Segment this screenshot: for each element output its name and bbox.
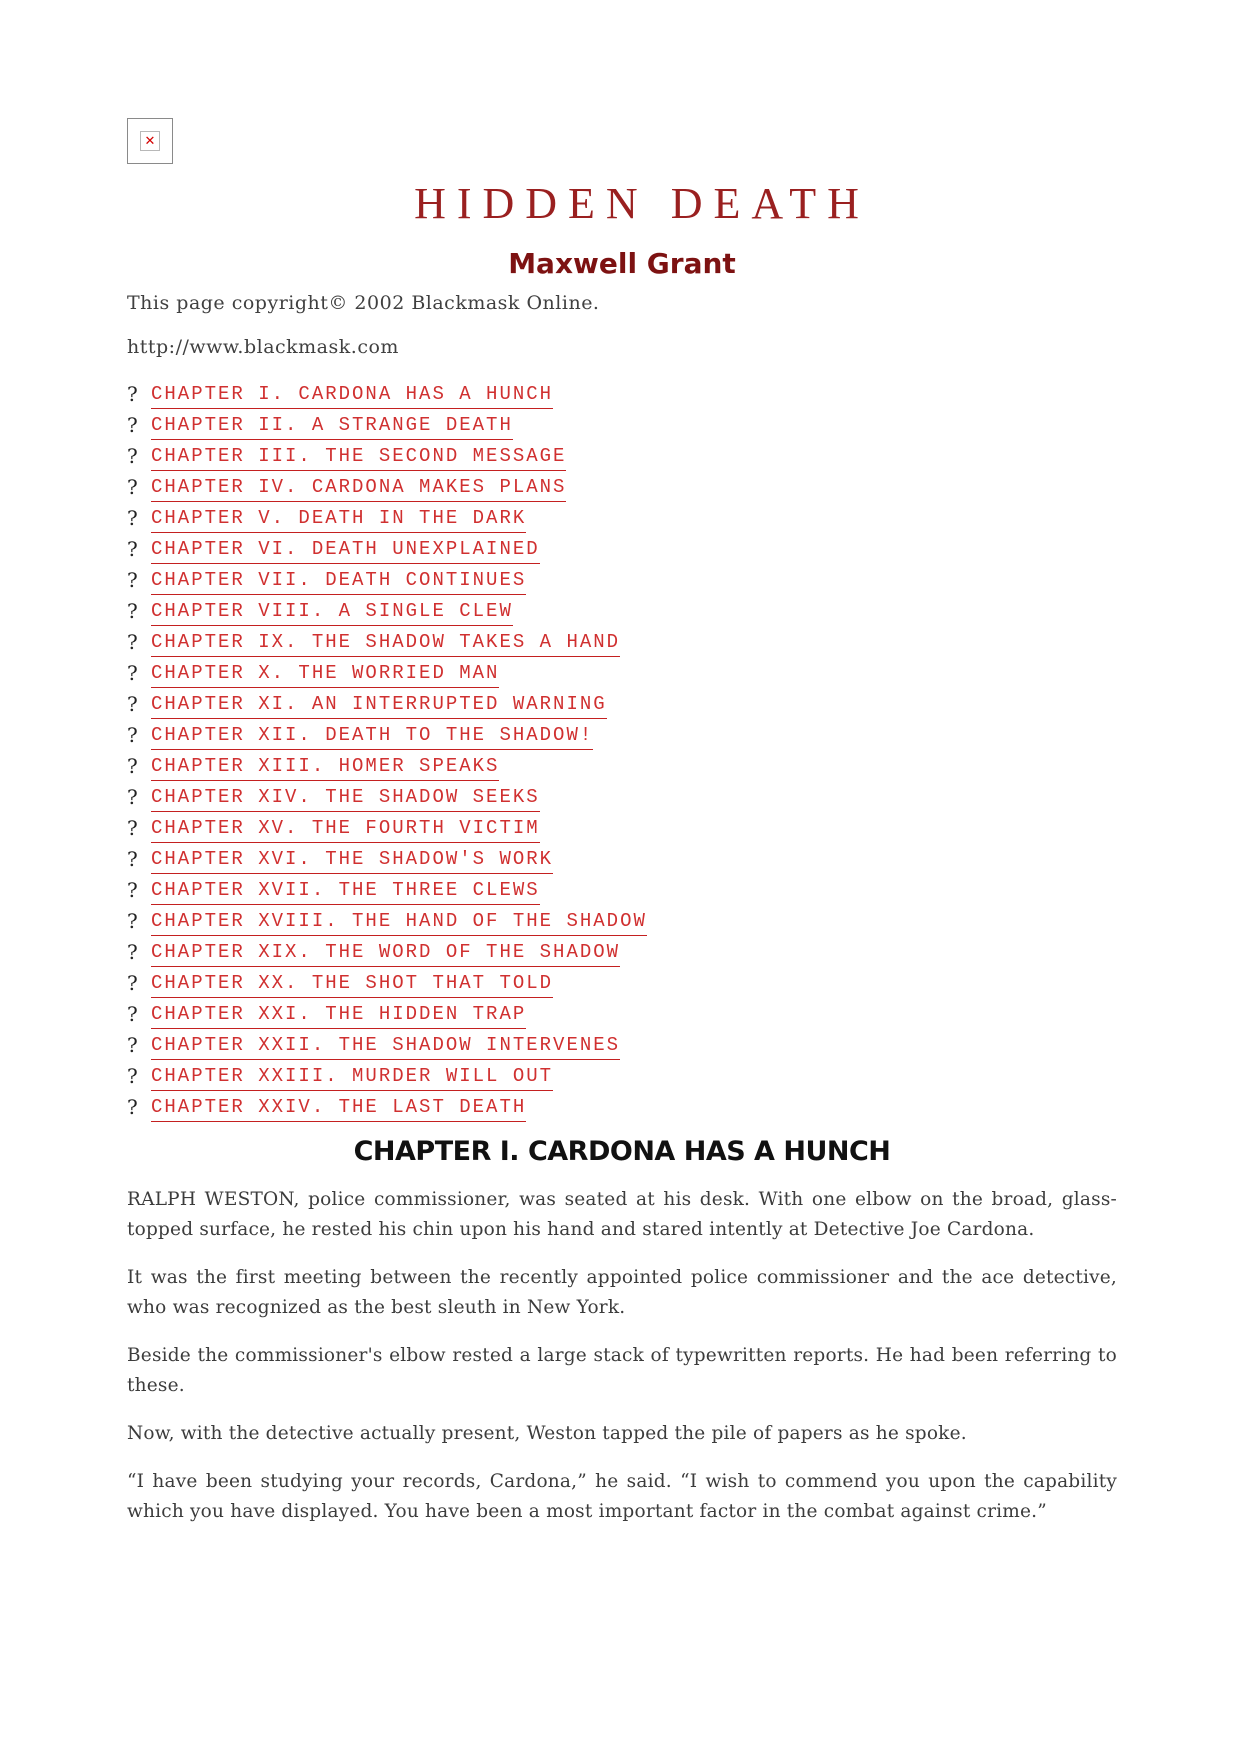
chapter-paragraph: RALPH WESTON, police commissioner, was seated at his desk. With one elbow on the broad, glass-topped surface, he rested his chin upon his hand and stared intently at Detective Joe Cardona. <box>127 1189 1117 1240</box>
toc-bullet: ? <box>127 1002 138 1026</box>
toc-item <box>127 568 1117 599</box>
toc-item <box>127 785 1117 816</box>
toc-bullet: ? <box>127 723 138 747</box>
toc-bullet: ? <box>127 537 138 561</box>
source-url: http://www.blackmask.com <box>127 336 399 358</box>
toc-chapter-link[interactable]: CHAPTER XXIII. MURDER WILL OUT <box>151 1064 553 1091</box>
toc-chapter-link[interactable]: CHAPTER XI. AN INTERRUPTED WARNING <box>151 692 607 719</box>
toc-bullet: ? <box>127 413 138 437</box>
toc-item <box>127 537 1117 568</box>
toc-item <box>127 878 1117 909</box>
toc-chapter-link[interactable]: CHAPTER X. THE WORRIED MAN <box>151 661 499 688</box>
toc-bullet: ? <box>127 847 138 871</box>
toc-item <box>127 754 1117 785</box>
toc-chapter-link[interactable]: CHAPTER II. A STRANGE DEATH <box>151 413 513 440</box>
toc-chapter-link[interactable]: CHAPTER XVI. THE SHADOW'S WORK <box>151 847 553 874</box>
toc-chapter-link[interactable]: CHAPTER XXI. THE HIDDEN TRAP <box>151 1002 526 1029</box>
copyright-notice: This page copyright© 2002 Blackmask Online. <box>127 292 600 314</box>
toc-bullet: ? <box>127 940 138 964</box>
toc-chapter-link[interactable]: CHAPTER VI. DEATH UNEXPLAINED <box>151 537 540 564</box>
book-author: Maxwell Grant <box>508 247 736 280</box>
toc-item <box>127 444 1117 475</box>
toc-item <box>127 1095 1117 1126</box>
toc-chapter-link[interactable]: CHAPTER IV. CARDONA MAKES PLANS <box>151 475 566 502</box>
book-title: HIDDEN DEATH <box>414 179 870 228</box>
toc-bullet: ? <box>127 1064 138 1088</box>
toc-bullet: ? <box>127 1033 138 1057</box>
toc-bullet: ? <box>127 475 138 499</box>
toc-chapter-link[interactable]: CHAPTER VII. DEATH CONTINUES <box>151 568 526 595</box>
toc-item <box>127 1064 1117 1095</box>
toc-bullet: ? <box>127 661 138 685</box>
chapter-body <box>127 1185 1117 1527</box>
toc-chapter-link[interactable]: CHAPTER XX. THE SHOT THAT TOLD <box>151 971 553 998</box>
chapter-paragraph: Now, with the detective actually present, Weston tapped the pile of papers as he spoke. <box>127 1423 967 1444</box>
toc-bullet: ? <box>127 816 138 840</box>
table-of-contents <box>127 382 1117 1126</box>
toc-chapter-link[interactable]: CHAPTER XII. DEATH TO THE SHADOW! <box>151 723 593 750</box>
toc-bullet: ? <box>127 692 138 716</box>
toc-chapter-link[interactable]: CHAPTER XXIV. THE LAST DEATH <box>151 1095 526 1122</box>
toc-bullet: ? <box>127 382 138 406</box>
toc-bullet: ? <box>127 599 138 623</box>
chapter-paragraph: “I have been studying your records, Cardona,” he said. “I wish to commend you upon the capability which you have displayed. You have been a most important factor in the combat against crime.” <box>127 1471 1117 1522</box>
toc-item <box>127 630 1117 661</box>
toc-chapter-link[interactable]: CHAPTER XV. THE FOURTH VICTIM <box>151 816 540 843</box>
chapter-paragraph: Beside the commissioner's elbow rested a large stack of typewritten reports. He had been referring to these. <box>127 1345 1117 1396</box>
toc-bullet: ? <box>127 785 138 809</box>
toc-item <box>127 382 1117 413</box>
toc-chapter-link[interactable]: CHAPTER XIII. HOMER SPEAKS <box>151 754 499 781</box>
toc-item <box>127 940 1117 971</box>
toc-item <box>127 599 1117 630</box>
toc-chapter-link[interactable]: CHAPTER VIII. A SINGLE CLEW <box>151 599 513 626</box>
toc-bullet: ? <box>127 630 138 654</box>
toc-item <box>127 1033 1117 1064</box>
toc-item <box>127 909 1117 940</box>
toc-chapter-link[interactable]: CHAPTER III. THE SECOND MESSAGE <box>151 444 566 471</box>
chapter-heading: CHAPTER I. CARDONA HAS A HUNCH <box>353 1136 891 1167</box>
toc-chapter-link[interactable]: CHAPTER V. DEATH IN THE DARK <box>151 506 526 533</box>
toc-bullet: ? <box>127 568 138 592</box>
toc-chapter-link[interactable]: CHAPTER IX. THE SHADOW TAKES A HAND <box>151 630 620 657</box>
toc-chapter-link[interactable]: CHAPTER XIV. THE SHADOW SEEKS <box>151 785 540 812</box>
toc-item <box>127 661 1117 692</box>
chapter-paragraph: It was the first meeting between the recently appointed police commissioner and the ace detective, who was recognized as the best sleuth in New York. <box>127 1267 1117 1318</box>
toc-bullet: ? <box>127 444 138 468</box>
toc-chapter-link[interactable]: CHAPTER XVIII. THE HAND OF THE SHADOW <box>151 909 647 936</box>
toc-chapter-link[interactable]: CHAPTER I. CARDONA HAS A HUNCH <box>151 382 553 409</box>
toc-item <box>127 475 1117 506</box>
toc-chapter-link[interactable]: CHAPTER XIX. THE WORD OF THE SHADOW <box>151 940 620 967</box>
toc-bullet: ? <box>127 878 138 902</box>
broken-image-icon: ✕ <box>140 131 160 151</box>
toc-item <box>127 816 1117 847</box>
toc-item <box>127 847 1117 878</box>
toc-bullet: ? <box>127 971 138 995</box>
toc-item <box>127 1002 1117 1033</box>
toc-bullet: ? <box>127 506 138 530</box>
toc-chapter-link[interactable]: CHAPTER XVII. THE THREE CLEWS <box>151 878 540 905</box>
toc-bullet: ? <box>127 754 138 778</box>
toc-bullet: ? <box>127 1095 138 1119</box>
toc-item <box>127 692 1117 723</box>
toc-item <box>127 723 1117 754</box>
toc-item <box>127 971 1117 1002</box>
toc-item <box>127 506 1117 537</box>
toc-chapter-link[interactable]: CHAPTER XXII. THE SHADOW INTERVENES <box>151 1033 620 1060</box>
toc-item <box>127 413 1117 444</box>
toc-bullet: ? <box>127 909 138 933</box>
broken-image-placeholder <box>127 118 173 164</box>
document-page <box>127 118 1117 1527</box>
